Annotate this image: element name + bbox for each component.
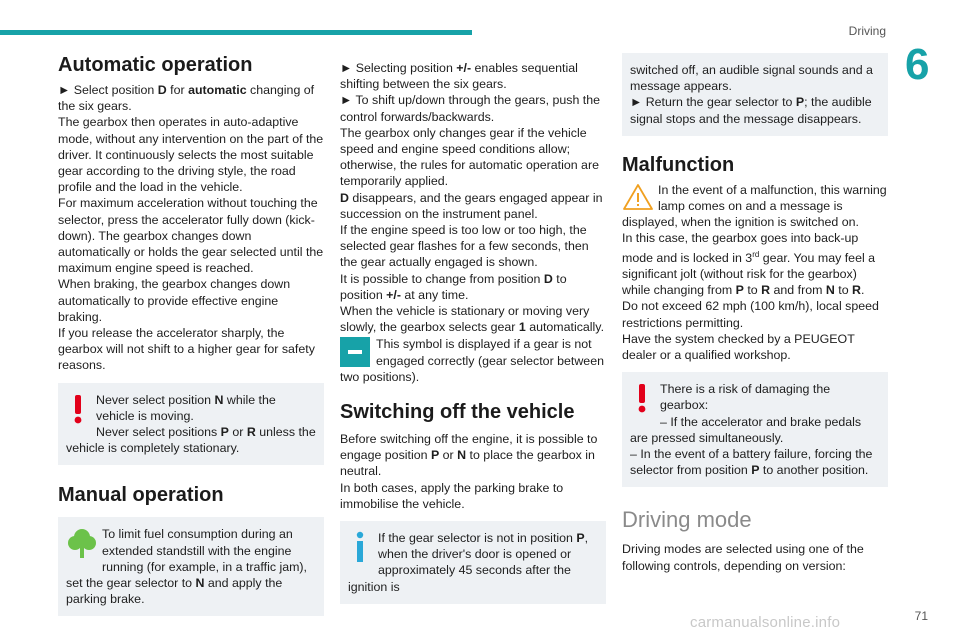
text-bold: N xyxy=(214,392,224,407)
info-icon xyxy=(348,530,372,564)
manual-paragraph-6 xyxy=(340,271,606,303)
text: to position xyxy=(340,271,567,302)
text: , when the driver's door is opened or approximately 45 seconds after the ignition is xyxy=(348,531,589,594)
auto-paragraph-5: If you release the accelerator sharply, the gearbox will not shift to a higher gear for safety reasons. xyxy=(58,326,315,373)
text: to another position. xyxy=(759,463,869,478)
risk-text-2: – If the accelerator and brake pedals are pressed simultaneously. xyxy=(630,414,862,445)
watermark: carmanualsonline.info xyxy=(690,614,841,631)
text: Never select positions xyxy=(96,425,221,440)
manual-paragraph-1 xyxy=(340,60,606,92)
eco-tip-box xyxy=(58,517,324,616)
manual-operation-title: Manual operation xyxy=(58,484,224,507)
text: When the vehicle is stationary or moving very slowly, the gearbox selects gear xyxy=(340,304,590,335)
text-bold: automatic xyxy=(188,83,247,97)
text-bold: +/- xyxy=(456,61,472,75)
text: or xyxy=(439,448,458,463)
text-bold: D xyxy=(157,83,167,97)
gear-not-engaged-icon xyxy=(340,337,370,367)
text: and from xyxy=(770,283,826,298)
switching-off-title: Switching off the vehicle xyxy=(340,401,575,424)
text-bold: N xyxy=(195,576,205,591)
manual-paragraph-7 xyxy=(340,303,606,335)
text-bold: R xyxy=(852,283,861,298)
text: ; the audible signal stops and the message disappears. xyxy=(630,95,872,126)
text-bold: P xyxy=(751,463,760,478)
eco-tip-text xyxy=(66,526,316,607)
text: or xyxy=(228,425,247,440)
warning-triangle-icon xyxy=(622,182,654,212)
text: . xyxy=(861,283,865,298)
manual-paragraph-3: The gearbox only changes gear if the vehicle speed and engine speed conditions allow; otherwise, the rules for automatic operation are temporarily applied. xyxy=(340,125,599,189)
text-bold: P xyxy=(735,283,744,298)
warning-text-1 xyxy=(66,392,316,424)
malfunction-paragraph-2 xyxy=(622,230,888,298)
text-bold: P xyxy=(430,448,440,463)
text-sup: rd xyxy=(752,249,760,259)
automatic-operation-title: Automatic operation xyxy=(58,54,253,76)
info-box xyxy=(340,521,606,604)
text: to place the gearbox in neutral. xyxy=(340,448,595,479)
malfunction-lamp-note xyxy=(622,182,888,231)
text-bold: D xyxy=(340,190,349,205)
text: In this case, the gearbox goes into back-up mode and is locked in 3 xyxy=(622,231,859,265)
driving-mode-title: Driving mode xyxy=(622,507,752,533)
auto-paragraph-3: For maximum acceleration without touching the selector, press the accelerator fully down (kick-down). The gearbox changes down automatically or holds the gear selected until the maximum engine speed is reached. xyxy=(58,196,324,276)
section-title: Driving xyxy=(848,24,886,38)
text-bold: P xyxy=(795,95,805,110)
text-bold: R xyxy=(761,283,771,298)
malfunction-title: Malfunction xyxy=(622,153,735,176)
symbol-note xyxy=(340,336,606,385)
info-continued-text: switched off, an audible signal sounds and a message appears. xyxy=(630,63,873,94)
exclamation-icon xyxy=(66,392,90,426)
text: and apply the parking brake. xyxy=(66,576,283,607)
chapter-number: 6 xyxy=(905,40,930,89)
malfunction-paragraph-3: Do not exceed 62 mph (100 km/h), local speed restrictions permitting. xyxy=(622,299,879,330)
header-accent-bar xyxy=(0,30,472,35)
warning-box xyxy=(58,383,324,466)
text: If the gear selector is not in position xyxy=(378,531,577,546)
info-continued-step xyxy=(630,94,880,126)
text: Before switching off the engine, it is possible to engage position xyxy=(340,432,598,463)
text-bold: N xyxy=(825,283,835,298)
text: for xyxy=(166,83,189,97)
text: unless the vehicle is completely stationary. xyxy=(66,425,316,456)
risk-text-3 xyxy=(630,446,880,478)
text: at any time. xyxy=(400,287,469,302)
text-bold: R xyxy=(246,425,256,440)
auto-paragraph-1 xyxy=(58,82,324,114)
auto-paragraph-2: The gearbox then operates in auto-adaptive mode, without any intervention on the part of the driver. It continuously selects the most suitable gear according to the driving style, the road profile and the load in the vehicle. xyxy=(58,115,324,195)
text: gear. You may feel a significant jolt (without risk for the gearbox) while changing from xyxy=(622,250,876,298)
text-bold: D xyxy=(543,271,553,286)
text: – In the event of a battery failure, forcing the selector from position xyxy=(630,446,873,478)
text: ► Selecting position xyxy=(340,61,457,75)
driving-mode-paragraph: Driving modes are selected using one of the following controls, depending on version: xyxy=(622,542,864,573)
text-bold: P xyxy=(576,531,585,546)
info-box-continued xyxy=(622,53,888,136)
info-text xyxy=(348,530,598,595)
text: ► Return the gear selector to xyxy=(630,95,796,110)
auto-paragraph-4: When braking, the gearbox changes down automatically to provide effective engine braking. xyxy=(58,277,291,324)
malfunction-paragraph-4: Have the system checked by a PEUGEOT dealer or a qualified workshop. xyxy=(622,331,855,362)
malfunction-paragraph-1: In the event of a malfunction, this warning lamp comes on and a message is displayed, when the ignition is switched on. xyxy=(622,182,887,230)
text: enables sequential shifting between the six gears. xyxy=(340,61,578,92)
text-bold: P xyxy=(220,425,229,440)
text: ► Select position xyxy=(58,83,158,97)
risk-text-1: There is a risk of damaging the gearbox: xyxy=(660,382,831,413)
text-bold: 1 xyxy=(518,320,526,335)
text: Never select position xyxy=(96,392,215,407)
text: to xyxy=(834,283,853,298)
text: To limit fuel consumption during an extended standstill with the engine running (for example, in a traffic jam), set the gear selector to xyxy=(66,527,307,591)
switch-off-paragraph-2: In both cases, apply the parking brake to immobilise the vehicle. xyxy=(340,480,564,511)
risk-warning-box xyxy=(622,372,888,487)
text: disappears, and the gears engaged appear in succession on the instrument panel. xyxy=(340,190,603,221)
manual-paragraph-4 xyxy=(340,190,606,222)
column-1 xyxy=(58,52,324,616)
text: while the vehicle is moving. xyxy=(96,392,276,423)
column-3 xyxy=(622,53,888,574)
switch-off-paragraph-1 xyxy=(340,431,606,480)
column-2 xyxy=(340,60,606,604)
warning-text-2 xyxy=(66,424,316,456)
exclamation-icon xyxy=(630,381,654,415)
text: to xyxy=(743,283,762,298)
text: changing of the six gears. xyxy=(58,83,315,114)
text-bold: N xyxy=(457,448,467,463)
page-number: 71 xyxy=(914,609,928,623)
text: automatically. xyxy=(525,320,605,335)
tree-icon xyxy=(66,526,98,560)
text: It is possible to change from position xyxy=(340,271,544,286)
symbol-note-text: This symbol is displayed if a gear is not engaged correctly (gear selector between two positions). xyxy=(340,337,604,384)
manual-paragraph-5: If the engine speed is too low or too high, the selected gear flashes for a few seconds, then the gear actually engaged is shown. xyxy=(340,223,589,270)
manual-paragraph-2: ► To shift up/down through the gears, push the control forwards/backwards. xyxy=(340,93,601,124)
text-bold: +/- xyxy=(386,287,401,302)
